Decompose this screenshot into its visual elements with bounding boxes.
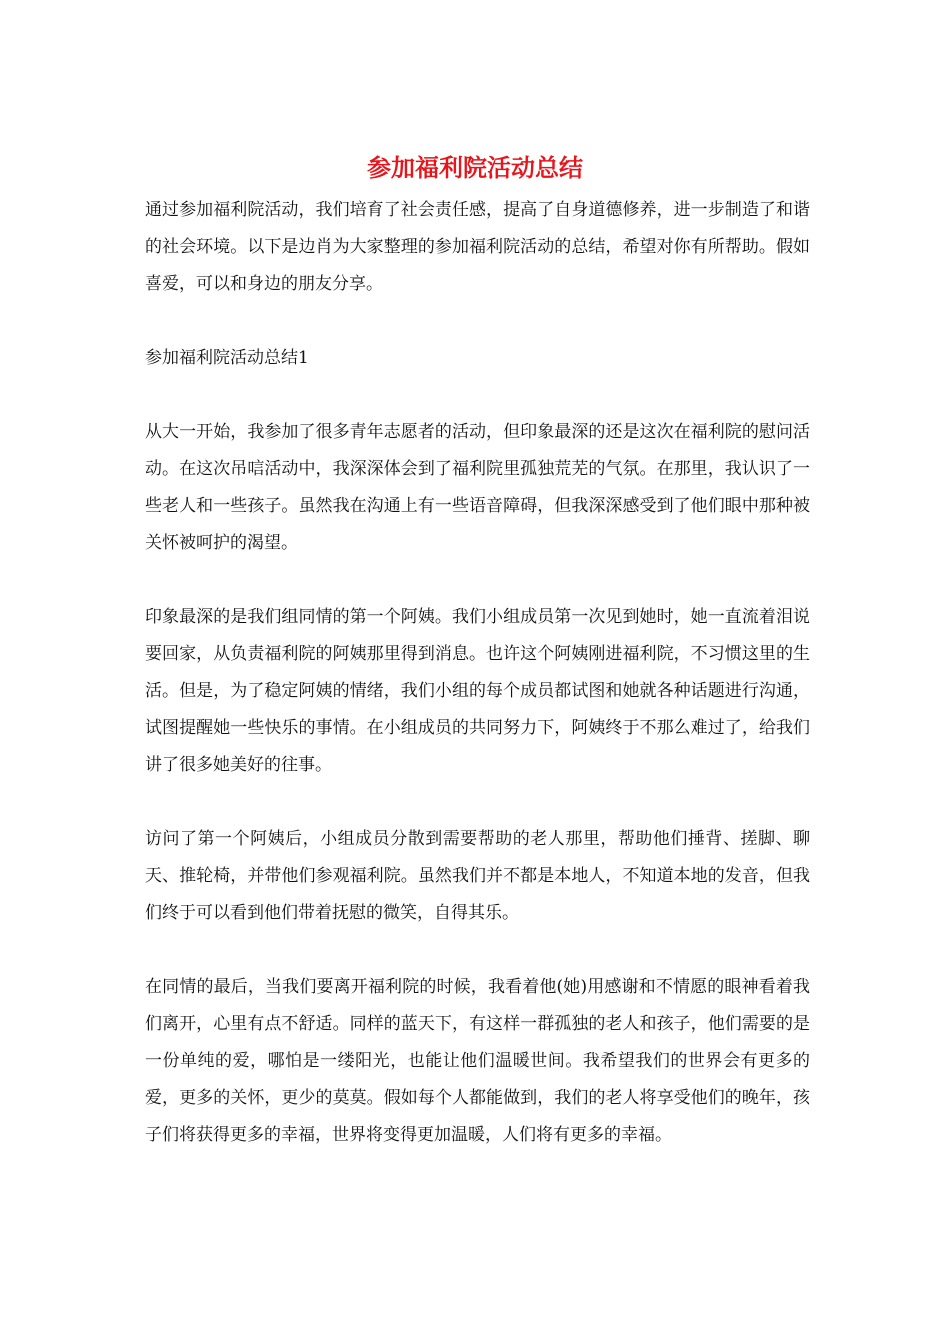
- body-paragraph-4: 在同情的最后，当我们要离开福利院的时候，我看着他(她)用感谢和不情愿的眼神看着我们离开，心里有点不舒适。同样的蓝天下，有这样一群孤独的老人和孩子，他们需要的是一份单纯的爱，哪怕是一缕阳光，也能让他们温暖世间。我希望我们的世界会有更多的爱，更多的关怀，更少的莫莫。假如每个人都能做到，我们的老人将享受他们的晚年，孩子们将获得更多的幸福，世界将变得更加温暖，人们将有更多的幸福。: [145, 977, 810, 1145]
- paragraph-gap: [145, 784, 810, 821]
- document-body: [145, 192, 810, 1154]
- paragraph-gap: [145, 377, 810, 414]
- document-title: 参加福利院活动总结: [367, 153, 583, 182]
- section-heading: 参加福利院活动总结1: [145, 348, 309, 368]
- intro-paragraph: 通过参加福利院活动，我们培育了社会责任感，提高了自身道德修养，进一步制造了和谐的社会环境。以下是边肖为大家整理的参加福利院活动的总结，希望对你有所帮助。假如喜爱，可以和身边的朋友分享。: [145, 200, 810, 294]
- paragraph-gap: [145, 303, 810, 340]
- paragraph-gap: [145, 932, 810, 969]
- body-paragraph-3: 访问了第一个阿姨后，小组成员分散到需要帮助的老人那里，帮助他们捶背、搓脚、聊天、推轮椅，并带他们参观福利院。虽然我们并不都是本地人，不知道本地的发音，但我们终于可以看到他们带着抚慰的微笑，自得其乐。: [145, 829, 810, 923]
- body-paragraph-1: 从大一开始，我参加了很多青年志愿者的活动，但印象最深的还是这次在福利院的慰问活动。在这次吊唁活动中，我深深体会到了福利院里孤独荒芜的气氛。在那里，我认识了一些老人和一些孩子。虽然我在沟通上有一些语音障碍，但我深深感受到了他们眼中那种被关怀被呵护的渴望。: [145, 422, 810, 553]
- body-paragraph-2: 印象最深的是我们组同情的第一个阿姨。我们小组成员第一次见到她时，她一直流着泪说要回家，从负责福利院的阿姨那里得到消息。也许这个阿姨刚进福利院，不习惯这里的生活。但是，为了稳定阿姨的情绪，我们小组的每个成员都试图和她就各种话题进行沟通，试图提醒她一些快乐的事情。在小组成员的共同努力下，阿姨终于不那么难过了，给我们讲了很多她美好的往事。: [145, 607, 810, 775]
- paragraph-gap: [145, 562, 810, 599]
